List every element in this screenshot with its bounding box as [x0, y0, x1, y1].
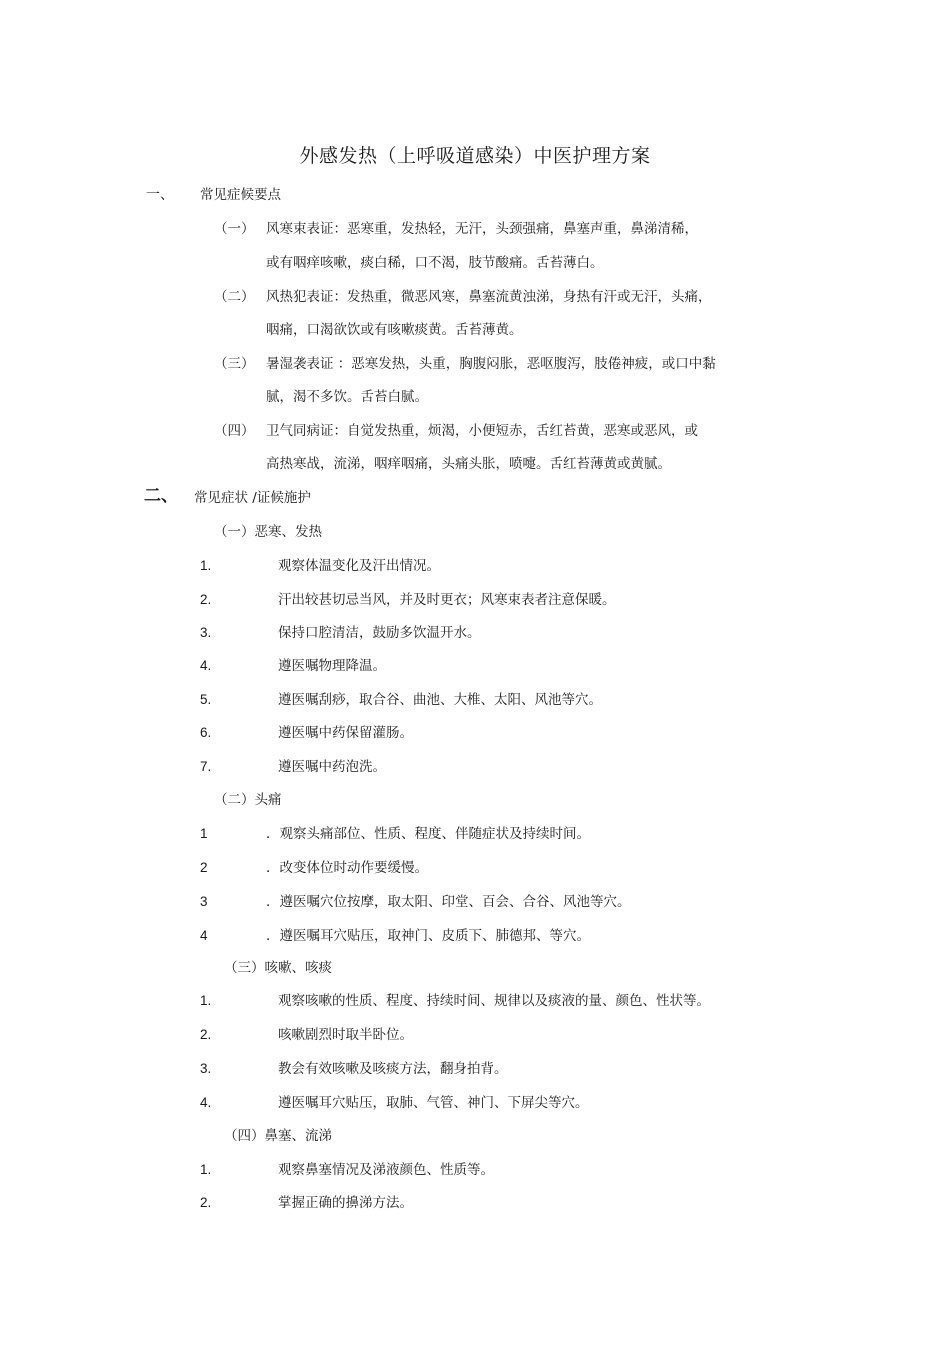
group-1-item-1-number: 1. [200, 558, 212, 573]
group-2-item-1-text: ．观察头痛部位、性质、程度、伴随症状及持续时间。 [266, 826, 590, 842]
group-1-item-4-text: 遵医嘱物理降温。 [278, 658, 386, 674]
group-1-item-7-number: 7. [200, 759, 212, 774]
group-3-item-3-number: 3. [200, 1061, 212, 1076]
group-1-item-3-text: 保持口腔清洁，鼓励多饮温开水。 [278, 625, 481, 641]
group-3-heading: （三）咳嗽、咳痰 [224, 960, 332, 976]
group-2-item-2-number: 2 [200, 860, 208, 875]
section-1-heading: 常见症候要点 [200, 187, 281, 203]
group-1-heading: （一）恶寒、发热 [214, 524, 322, 540]
group-2-item-4-text: ．遵医嘱耳穴贴压，取神门、皮质下、肺德邦、等穴。 [266, 928, 590, 944]
group-2-item-3-text: ．遵医嘱穴位按摩，取太阳、印堂、百会、合谷、风池等穴。 [266, 894, 631, 910]
group-4-item-1-number: 1. [200, 1162, 212, 1177]
syndrome-2-line-1: 风热犯表证：发热重，微恶风寒，鼻塞流黄浊涕，身热有汗或无汗，头痛， [266, 289, 712, 305]
document-title: 外感发热（上呼吸道感染）中医护理方案 [299, 145, 651, 167]
group-2-item-3-number: 3 [200, 894, 208, 909]
syndrome-1-line-2: 或有咽痒咳嗽，痰白稀，口不渴，肢节酸痛。舌苔薄白。 [266, 255, 604, 271]
group-3-item-2-number: 2. [200, 1027, 212, 1042]
group-3-item-1-text: 观察咳嗽的性质、程度、持续时间、规律以及痰液的量、颜色、性状等。 [278, 993, 710, 1009]
group-4-item-1-text: 观察鼻塞情况及涕液颜色、性质等。 [278, 1162, 494, 1178]
group-1-item-5-number: 5. [200, 692, 212, 707]
group-1-item-2-number: 2. [200, 592, 212, 607]
syndrome-4-marker: （四） [214, 423, 255, 439]
syndrome-4-line-2: 高热寒战，流涕，咽痒咽痛，头痛头胀，喷嚏。舌红苔薄黄或黄腻。 [266, 456, 671, 472]
syndrome-2-marker: （二） [214, 289, 255, 305]
group-2-item-1-number: 1 [200, 826, 208, 841]
group-1-item-3-number: 3. [200, 625, 212, 640]
group-4-item-2-number: 2. [200, 1195, 212, 1210]
group-2-heading: （二）头痛 [214, 792, 282, 808]
section-1-number: 一、 [146, 187, 174, 203]
group-3-item-3-text: 教会有效咳嗽及咳痰方法，翻身拍背。 [278, 1061, 508, 1077]
group-3-item-1-number: 1. [200, 993, 212, 1008]
group-3-item-4-text: 遵医嘱耳穴贴压，取肺、气管、神门、下屏尖等穴。 [278, 1095, 589, 1111]
group-4-heading: （四）鼻塞、流涕 [224, 1128, 332, 1144]
syndrome-3-marker: （三） [214, 356, 255, 372]
group-1-item-1-text: 观察体温变化及汗出情况。 [278, 558, 440, 574]
syndrome-1-line-1: 风寒束表证：恶寒重，发热轻，无汗，头颈强痛，鼻塞声重，鼻涕清稀， [266, 221, 698, 237]
section-2-number: 二、 [144, 486, 178, 506]
group-4-item-2-text: 掌握正确的擤涕方法。 [278, 1195, 413, 1211]
group-1-item-7-text: 遵医嘱中药泡洗。 [278, 759, 386, 775]
syndrome-2-line-2: 咽痛，口渴欲饮或有咳嗽痰黄。舌苔薄黄。 [266, 322, 523, 338]
syndrome-1-marker: （一） [214, 221, 255, 237]
group-2-item-4-number: 4 [200, 928, 208, 943]
group-3-item-4-number: 4. [200, 1095, 212, 1110]
group-1-item-5-text: 遵医嘱刮痧，取合谷、曲池、大椎、太阳、风池等穴。 [278, 692, 602, 708]
syndrome-4-line-1: 卫气同病证：自觉发热重，烦渴，小便短赤，舌红苔黄，恶寒或恶风，或 [266, 423, 698, 439]
section-2-heading: 常见症状 /证候施护 [194, 490, 311, 506]
syndrome-3-line-1: 暑湿袭表证 ：恶寒发热，头重，胸腹闷胀，恶呕腹泻，肢倦神疲，或口中黏 [266, 356, 716, 372]
group-2-item-2-text: ．改变体位时动作要缓慢。 [266, 860, 428, 876]
group-3-item-2-text: 咳嗽剧烈时取半卧位。 [278, 1027, 413, 1043]
group-1-item-6-text: 遵医嘱中药保留灌肠。 [278, 725, 413, 741]
group-1-item-2-text: 汗出较甚切忌当风，并及时更衣；风寒束表者注意保暖。 [278, 592, 616, 608]
group-1-item-4-number: 4. [200, 658, 212, 673]
syndrome-3-line-2: 腻，渴不多饮。舌苔白腻。 [266, 389, 428, 405]
group-1-item-6-number: 6. [200, 725, 212, 740]
